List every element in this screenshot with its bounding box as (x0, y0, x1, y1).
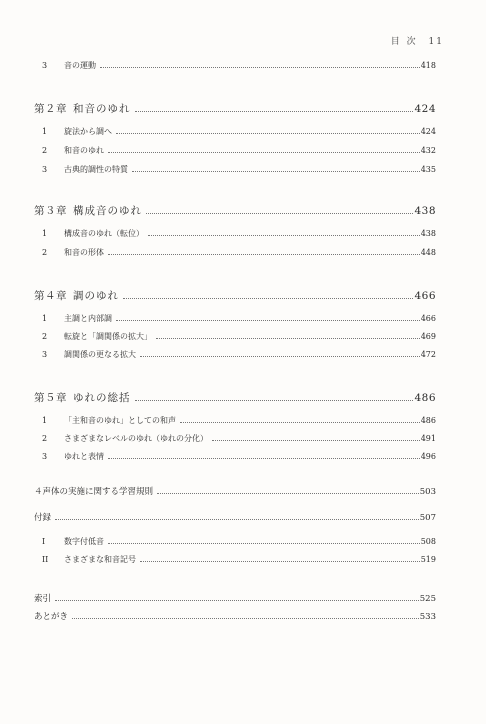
toc-entry-page: 469 (420, 332, 436, 341)
toc-entry-page: 486 (420, 416, 436, 425)
toc-entry (34, 313, 436, 324)
toc-entry-title: 古典的調性の特質 (64, 165, 128, 174)
dot-leader (132, 171, 420, 172)
dot-leader (148, 235, 420, 236)
toc-entry (34, 433, 436, 444)
dot-leader (140, 561, 420, 562)
toc-entry-number: I (42, 537, 46, 546)
dot-leader (108, 152, 420, 153)
toc-entry (34, 554, 436, 565)
toc-entry-title: 和音のゆれ (64, 146, 104, 155)
dot-leader (135, 111, 414, 112)
toc-entry (34, 60, 436, 71)
toc-entry-number: 3 (42, 165, 48, 174)
dot-leader (140, 356, 420, 357)
toc-entry-title: あとがき (34, 612, 69, 622)
chapter-label: 第４章 (34, 290, 67, 302)
toc-entry-title: 数字付低音 (64, 537, 104, 546)
toc-entry-number: 2 (42, 248, 48, 257)
header-page-number: 11 (428, 37, 444, 47)
toc-entry-page: 507 (419, 513, 436, 523)
toc-entry (34, 228, 436, 239)
dot-leader (72, 618, 419, 619)
toc-entry-title: 旋法から調へ (64, 127, 112, 136)
dot-leader (100, 67, 420, 68)
toc-entry-page: 491 (420, 434, 436, 443)
toc-entry (34, 203, 436, 218)
toc-entry-title: さまざまなレベルのゆれ（ゆれの分化） (64, 434, 208, 443)
dot-leader (156, 338, 420, 339)
dot-leader (135, 400, 414, 401)
toc-entry (34, 331, 436, 342)
dot-leader (146, 213, 413, 214)
dot-leader (108, 254, 420, 255)
toc-entry-title: 索引 (34, 594, 52, 604)
toc-entry-page: 533 (419, 612, 436, 622)
toc-entry-number: 1 (42, 127, 48, 136)
chapter-label: 第２章 (34, 103, 67, 115)
toc-entry (34, 536, 436, 547)
toc-entry-title: 音の運動 (64, 61, 96, 70)
dot-leader (180, 422, 420, 423)
toc-entry (34, 145, 436, 156)
toc-entry (34, 164, 436, 175)
toc-entry-page: 519 (420, 555, 436, 564)
toc-entry-title: 「主和音のゆれ」としての和声 (64, 416, 176, 425)
dot-leader (116, 320, 420, 321)
toc-entry-page: 432 (420, 146, 436, 155)
toc-entry-page: 435 (420, 165, 436, 174)
toc-entry-page: 525 (419, 594, 436, 604)
toc-entry-title: 転旋と「調関係の拡大」 (64, 332, 152, 341)
dot-leader (116, 133, 420, 134)
toc-entry-page: 438 (420, 229, 436, 238)
dot-leader (212, 440, 420, 441)
toc-entry-number: 2 (42, 146, 48, 155)
toc-entry-page: 438 (414, 205, 436, 217)
toc-entry (34, 101, 436, 116)
toc-entry-number: 2 (42, 434, 48, 443)
toc-entry-title: 構成音のゆれ (73, 205, 142, 217)
toc-entry-page: 424 (420, 127, 436, 136)
toc-entry (34, 511, 436, 523)
toc-entry-title: さまざまな和音記号 (64, 555, 136, 564)
toc-entry (34, 349, 436, 360)
toc-entry-title: 和音のゆれ (73, 103, 131, 115)
dot-leader (157, 493, 419, 494)
toc-entry-page: 448 (420, 248, 436, 257)
chapter-label: 第５章 (34, 392, 67, 404)
toc-entry-title: 付録 (34, 513, 52, 523)
toc-entry-number: 3 (42, 452, 48, 461)
dot-leader (123, 298, 413, 299)
toc-entry-number: 2 (42, 332, 48, 341)
toc-entry-number: 3 (42, 61, 48, 70)
toc-entry (34, 390, 436, 405)
toc-entry-title: ４声体の実施に関する学習規則 (34, 487, 154, 497)
toc-entry-number: 1 (42, 229, 48, 238)
toc-entry-page: 466 (420, 314, 436, 323)
toc-entry (34, 288, 436, 303)
toc-entry (34, 126, 436, 137)
toc-entry (34, 610, 436, 622)
toc-entry (34, 592, 436, 604)
chapter-label: 第３章 (34, 205, 67, 217)
toc-entry-number: II (42, 555, 49, 564)
dot-leader (55, 600, 419, 601)
toc-entry-title: 構成音のゆれ（転位） (64, 229, 144, 238)
toc-entry-title: ゆれの総括 (73, 392, 131, 404)
toc-entry (34, 485, 436, 497)
toc-entry-page: 424 (414, 103, 436, 115)
toc-entry-title: 調関係の更なる拡大 (64, 350, 136, 359)
toc-entry-page: 418 (420, 61, 436, 70)
toc-entry-page: 466 (414, 290, 436, 302)
dot-leader (55, 519, 419, 520)
toc-entry-title: ゆれと表情 (64, 452, 104, 461)
toc-entry-page: 503 (419, 487, 436, 497)
running-header (385, 34, 444, 47)
toc-entry-number: 1 (42, 416, 48, 425)
toc-entry-page: 496 (420, 452, 436, 461)
toc-entry-title: 主調と内部調 (64, 314, 112, 323)
toc-entry-number: 3 (42, 350, 48, 359)
toc-entry-page: 508 (420, 537, 436, 546)
toc-entry (34, 247, 436, 258)
toc-entry (34, 415, 436, 426)
toc-entry-number: 1 (42, 314, 48, 323)
toc-entry-page: 472 (420, 350, 436, 359)
header-label: 目 次 (390, 37, 418, 47)
toc-entry-page: 486 (414, 392, 436, 404)
dot-leader (108, 543, 420, 544)
dot-leader (108, 458, 420, 459)
toc-entry (34, 451, 436, 462)
toc-entry-title: 調のゆれ (73, 290, 119, 302)
toc-entry-title: 和音の形体 (64, 248, 104, 257)
